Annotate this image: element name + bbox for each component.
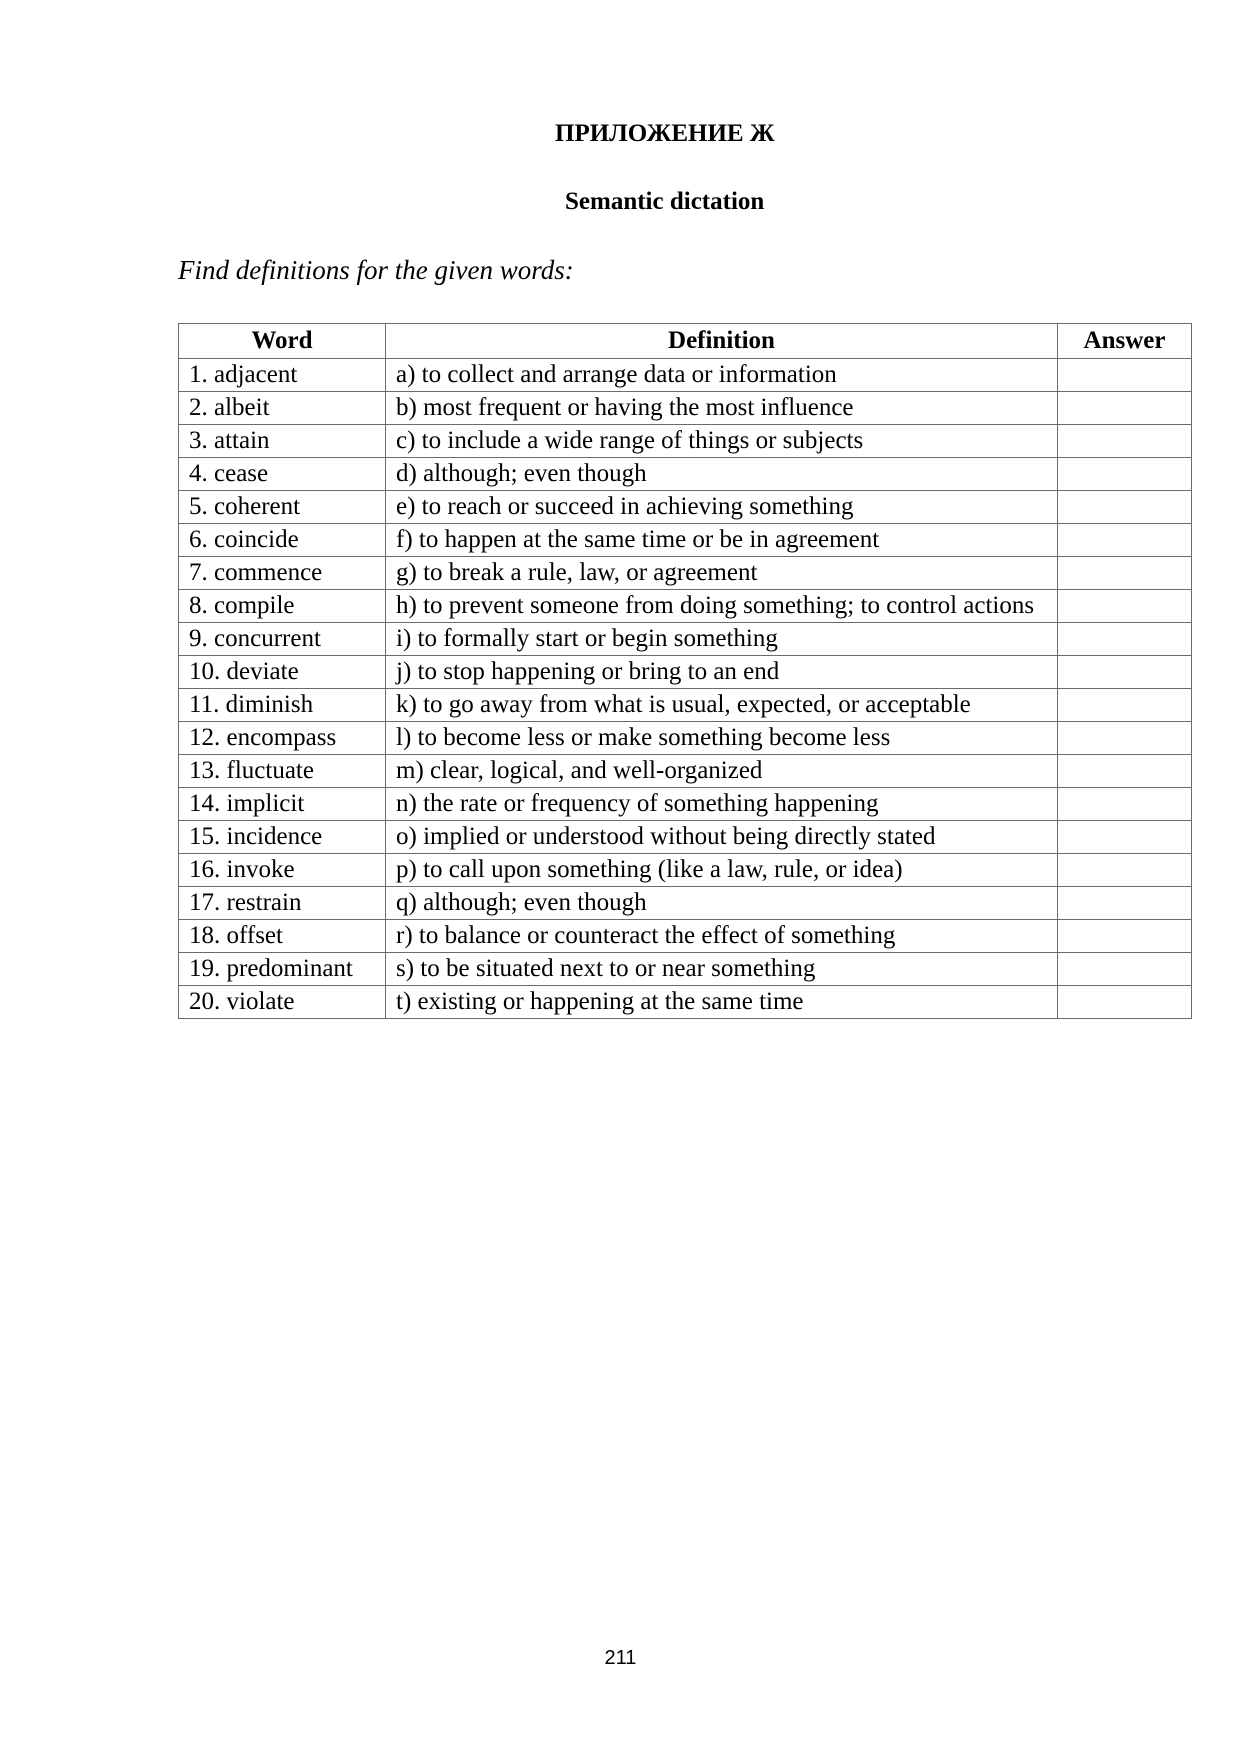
answer-cell[interactable] xyxy=(1058,359,1192,392)
appendix-heading: ПРИЛОЖЕНИЕ Ж xyxy=(555,120,775,147)
answer-cell[interactable] xyxy=(1058,590,1192,623)
word-cell: 15. incidence xyxy=(179,821,386,854)
definition-cell: p) to call upon something (like a law, rule, or idea) xyxy=(386,854,1058,887)
table-row xyxy=(179,623,1192,656)
table-row xyxy=(179,920,1192,953)
table-row xyxy=(179,887,1192,920)
table-row xyxy=(179,656,1192,689)
table-row xyxy=(179,392,1192,425)
header-answer: Answer xyxy=(1058,324,1192,359)
table-header-row xyxy=(179,324,1192,359)
answer-cell[interactable] xyxy=(1058,854,1192,887)
word-cell: 10. deviate xyxy=(179,656,386,689)
definition-cell: b) most frequent or having the most influence xyxy=(386,392,1058,425)
answer-cell[interactable] xyxy=(1058,755,1192,788)
word-cell: 5. coherent xyxy=(179,491,386,524)
section-title: Semantic dictation xyxy=(565,188,765,215)
definition-cell: c) to include a wide range of things or subjects xyxy=(386,425,1058,458)
answer-cell[interactable] xyxy=(1058,656,1192,689)
word-cell: 6. coincide xyxy=(179,524,386,557)
answer-cell[interactable] xyxy=(1058,788,1192,821)
answer-cell[interactable] xyxy=(1058,887,1192,920)
definition-cell: e) to reach or succeed in achieving something xyxy=(386,491,1058,524)
definition-cell: s) to be situated next to or near something xyxy=(386,953,1058,986)
table-row xyxy=(179,425,1192,458)
answer-cell[interactable] xyxy=(1058,722,1192,755)
definition-cell: j) to stop happening or bring to an end xyxy=(386,656,1058,689)
word-cell: 19. predominant xyxy=(179,953,386,986)
header-word: Word xyxy=(179,324,386,359)
answer-cell[interactable] xyxy=(1058,920,1192,953)
header-definition: Definition xyxy=(386,324,1058,359)
page-number: 211 xyxy=(604,1647,637,1669)
answer-cell[interactable] xyxy=(1058,821,1192,854)
word-cell: 14. implicit xyxy=(179,788,386,821)
answer-cell[interactable] xyxy=(1058,689,1192,722)
definition-cell: m) clear, logical, and well-organized xyxy=(386,755,1058,788)
definition-cell: o) implied or understood without being directly stated xyxy=(386,821,1058,854)
word-cell: 4. cease xyxy=(179,458,386,491)
definition-cell: t) existing or happening at the same time xyxy=(386,986,1058,1019)
word-cell: 11. diminish xyxy=(179,689,386,722)
table-row xyxy=(179,755,1192,788)
task-instruction: Find definitions for the given words: xyxy=(178,255,574,285)
table-row xyxy=(179,524,1192,557)
table-row xyxy=(179,788,1192,821)
table-row xyxy=(179,854,1192,887)
answer-cell[interactable] xyxy=(1058,491,1192,524)
table-row xyxy=(179,491,1192,524)
word-cell: 20. violate xyxy=(179,986,386,1019)
word-cell: 7. commence xyxy=(179,557,386,590)
word-cell: 13. fluctuate xyxy=(179,755,386,788)
word-cell: 3. attain xyxy=(179,425,386,458)
table-row xyxy=(179,821,1192,854)
table-row xyxy=(179,953,1192,986)
word-cell: 12. encompass xyxy=(179,722,386,755)
word-cell: 8. compile xyxy=(179,590,386,623)
table-row xyxy=(179,359,1192,392)
answer-cell[interactable] xyxy=(1058,953,1192,986)
definition-cell: l) to become less or make something become less xyxy=(386,722,1058,755)
word-cell: 1. adjacent xyxy=(179,359,386,392)
table-row xyxy=(179,722,1192,755)
word-cell: 2. albeit xyxy=(179,392,386,425)
table-row xyxy=(179,986,1192,1019)
definition-cell: k) to go away from what is usual, expected, or acceptable xyxy=(386,689,1058,722)
definition-cell: a) to collect and arrange data or information xyxy=(386,359,1058,392)
answer-cell[interactable] xyxy=(1058,425,1192,458)
word-cell: 17. restrain xyxy=(179,887,386,920)
definition-cell: q) although; even though xyxy=(386,887,1058,920)
definition-cell: f) to happen at the same time or be in agreement xyxy=(386,524,1058,557)
table-row xyxy=(179,458,1192,491)
answer-cell[interactable] xyxy=(1058,458,1192,491)
definition-cell: n) the rate or frequency of something happening xyxy=(386,788,1058,821)
answer-cell[interactable] xyxy=(1058,986,1192,1019)
table-row xyxy=(179,689,1192,722)
definition-cell: g) to break a rule, law, or agreement xyxy=(386,557,1058,590)
definition-cell: r) to balance or counteract the effect of something xyxy=(386,920,1058,953)
answer-cell[interactable] xyxy=(1058,392,1192,425)
word-cell: 9. concurrent xyxy=(179,623,386,656)
definition-cell: i) to formally start or begin something xyxy=(386,623,1058,656)
answer-cell[interactable] xyxy=(1058,524,1192,557)
table-row xyxy=(179,557,1192,590)
table-row xyxy=(179,590,1192,623)
vocabulary-table xyxy=(178,323,1192,1019)
definition-cell: d) although; even though xyxy=(386,458,1058,491)
word-cell: 16. invoke xyxy=(179,854,386,887)
answer-cell[interactable] xyxy=(1058,623,1192,656)
definition-cell: h) to prevent someone from doing something; to control actions xyxy=(386,590,1058,623)
word-cell: 18. offset xyxy=(179,920,386,953)
answer-cell[interactable] xyxy=(1058,557,1192,590)
